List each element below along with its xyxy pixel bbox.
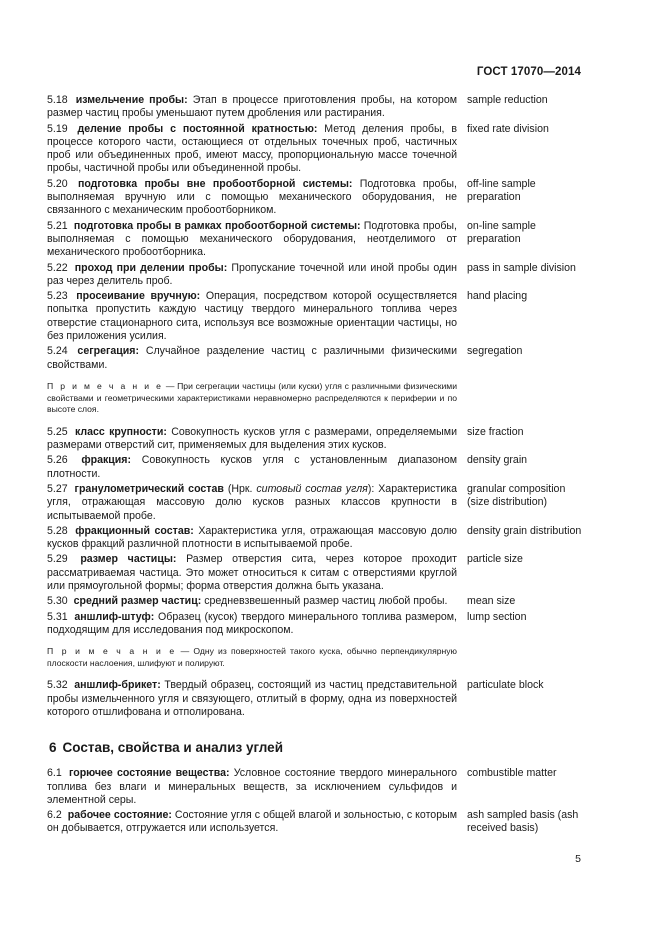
clause-number: 5.22 (47, 261, 68, 274)
english-equivalent: size fraction (467, 425, 524, 438)
section-heading (49, 740, 587, 755)
page-number: 5 (575, 853, 581, 865)
term-entry-5-32 (47, 679, 587, 719)
definition-text: Размер отверстия сита, через которое проходит рассматриваемая частица. Это может относиться к ситам с отверстиями круглой или прямоугольной формы; форма отверстия должна быть указана. (47, 553, 457, 592)
term-name: гранулометрический состав (74, 482, 224, 495)
term-name: подготовка пробы в рамках пробоотборной системы: (73, 219, 361, 232)
definition-text: Условное состояние твердого минерального топлива без влаги и минеральных веществ, за исключением сульфидов и элементной серы. (47, 767, 457, 806)
note-lump-section (47, 646, 457, 669)
term-definition (47, 595, 457, 608)
definition-text: Метод деления пробы, в процессе которого части, остающиеся от отдельных точечных проб, частичных проб или объединенных проб, имеют массу, пропорциональную массе точечной пробы, частичной пробы или объединенной пробы. (47, 122, 457, 175)
english-equivalent: fixed rate division (467, 122, 549, 135)
definition-text: Подготовка пробы, выполняемая вручную или с помощью механического оборудования, не связанного с механическим пробоотборником. (47, 177, 457, 217)
english-equivalent: density grain (467, 454, 528, 467)
english-equivalent: pass in sample division (467, 261, 576, 274)
term-definition (47, 483, 457, 523)
section-number: 6 (49, 740, 57, 756)
clause-number: 5.18 (47, 94, 68, 106)
note-text: — При сегрегации частицы (или куски) угля с различными физическими свойствами и геометрическими характеристиками неравномерно распределяются к периферии и по высоте слоя. (47, 380, 457, 415)
note-label: П р и м е ч а н и е (47, 380, 164, 391)
english-equivalent: combustible matter (467, 767, 557, 780)
english-equivalent: on-line sample preparation (467, 219, 536, 245)
definition-text: Операция, посредством которой осуществляется попытка пропустить каждую частицу твердого минерального топлива через отверстие стационарного сита, используя все возможные ориентации частицы, но без приложения усилия. (47, 290, 457, 343)
term-entry-5-19 (47, 123, 587, 176)
term-name: деление пробы с постоянной кратностью: (77, 122, 318, 135)
term-entry-5-23 (47, 290, 587, 343)
clause-number: 5.19 (47, 122, 68, 135)
term-definition (47, 262, 457, 289)
note-segregation (47, 381, 457, 416)
term-name: горючее состояние вещества: (68, 767, 230, 780)
term-definition (47, 426, 457, 453)
english-equivalent: off-line sample preparation (467, 177, 536, 204)
term-name: класс крупности: (74, 425, 167, 438)
definition-text: Характеристика угля, отражающая массовую долю кусков фракций различной плотности в испытываемой пробе. (47, 524, 457, 551)
term-entry-5-30 (47, 595, 587, 608)
clause-number: 6.2 (47, 809, 62, 822)
definition-text: Образец (кусок) твердого минерального топлива размером, подходящим для исследования под микроскопом. (47, 610, 457, 636)
definition-text: ): Характеристика угля, отражающая массовую долю кусков разных классов крупности в испытываемой пробе. (47, 482, 457, 522)
term-entry-6-2 (47, 809, 587, 836)
term-entry-5-28 (47, 525, 587, 552)
english-equivalent: density grain distribution (467, 524, 582, 537)
term-name: аншлиф-штуф: (74, 610, 155, 623)
clause-number: 6.1 (47, 767, 62, 780)
term-entry-5-20 (47, 178, 587, 218)
clause-number: 5.32 (47, 679, 68, 692)
term-name: фракция: (81, 454, 131, 467)
term-definition (47, 767, 457, 807)
term-name: средний размер частиц: (73, 595, 202, 608)
term-definition (47, 679, 457, 719)
clause-number: 5.23 (47, 290, 68, 303)
term-entry-5-24 (47, 345, 587, 372)
clause-number: 5.20 (47, 177, 68, 190)
term-name: сегрегация: (77, 345, 140, 358)
clause-number: 5.28 (47, 524, 68, 537)
definition-text: Твердый образец, состоящий из частиц представительной пробы измельченного угля и связующего, отлитый в форму, одна из поверхностей которого отшлифована и отполирована. (47, 679, 457, 718)
clause-number: 5.25 (47, 425, 68, 438)
term-definition (47, 809, 457, 836)
definition-text: Совокупность кусков угля с установленным диапазоном плотности. (47, 454, 457, 480)
term-entry-5-27 (47, 483, 587, 523)
english-equivalent: particulate block (467, 679, 544, 692)
english-equivalent: granular composition (size distribution) (467, 482, 566, 509)
term-definition (47, 553, 457, 593)
definition-text: средневзвешенный размер частиц любой пробы. (201, 595, 448, 608)
english-equivalent: ash sampled basis (ash received basis) (467, 809, 579, 835)
clause-number: 5.27 (47, 482, 68, 495)
document-body (47, 94, 587, 838)
term-definition (47, 611, 457, 638)
definition-text: Этап в процессе приготовления пробы, на котором размер частиц пробы уменьшают путем дробления или растирания. (47, 94, 457, 120)
term-name: измельчение пробы: (75, 94, 188, 106)
definition-text: Случайное разделение частиц с различными физическими свойствами. (47, 345, 457, 371)
term-entry-5-26 (47, 454, 587, 481)
definition-text: Подготовка пробы, выполняемая с помощью механического оборудования, неотделимого от механического пробоотборника. (47, 219, 457, 259)
term-definition (47, 220, 457, 260)
english-equivalent: segregation (467, 345, 523, 358)
term-entry-5-18 (47, 94, 587, 121)
deprecated-prefix: (Нрк. (223, 482, 257, 495)
term-definition (47, 94, 457, 121)
note-label: П р и м е ч а н и е (47, 646, 177, 657)
term-entry-5-21 (47, 220, 587, 260)
term-definition (47, 290, 457, 343)
section-title: Состав, свойства и анализ углей (62, 740, 283, 756)
term-name: аншлиф-брикет: (74, 679, 161, 692)
term-name: рабочее состояние: (67, 809, 172, 822)
english-equivalent: lump section (467, 610, 527, 623)
clause-number: 5.29 (47, 553, 68, 566)
term-entry-5-22 (47, 262, 587, 289)
term-entry-5-25 (47, 426, 587, 453)
term-name: подготовка пробы вне пробоотборной системы: (77, 177, 353, 190)
clause-number: 5.26 (47, 454, 68, 467)
english-equivalent: hand placing (467, 290, 528, 303)
term-entry-5-31 (47, 611, 587, 638)
term-definition (47, 345, 457, 372)
term-definition (47, 123, 457, 176)
english-equivalent: mean size (467, 595, 516, 608)
term-name: фракционный состав: (75, 524, 194, 537)
clause-number: 5.24 (47, 345, 68, 358)
english-equivalent: sample reduction (467, 94, 548, 106)
clause-number: 5.31 (47, 610, 68, 623)
definition-text: Совокупность кусков угля с размерами, определяемыми размерами отверстий сит, применяемых для выделения этих кусков. (47, 425, 457, 452)
deprecated-term: ситовый состав угля (256, 482, 368, 495)
term-name: просеивание вручную: (76, 290, 201, 303)
definition-text: Состояние угля с общей влагой и зольностью, с которым он добывается, отгружается или используется. (47, 809, 457, 835)
note-text: — Одну из поверхностей такого куска, обычно перпендикулярную плоскости наслоения, шлифуют и полируют. (47, 646, 457, 668)
standard-designation: ГОСТ 17070—2014 (476, 66, 581, 78)
term-entry-5-29 (47, 553, 587, 593)
definition-text: Пропускание точечной или иной пробы один раз через делитель проб. (47, 261, 457, 287)
clause-number: 5.30 (47, 595, 68, 608)
clause-number: 5.21 (47, 219, 68, 232)
english-equivalent: particle size (467, 553, 523, 566)
term-name: проход при делении пробы: (74, 261, 228, 274)
term-definition (47, 525, 457, 552)
term-entry-6-1 (47, 767, 587, 807)
term-definition (47, 454, 457, 481)
term-definition (47, 178, 457, 218)
term-name: размер частицы: (80, 553, 177, 566)
